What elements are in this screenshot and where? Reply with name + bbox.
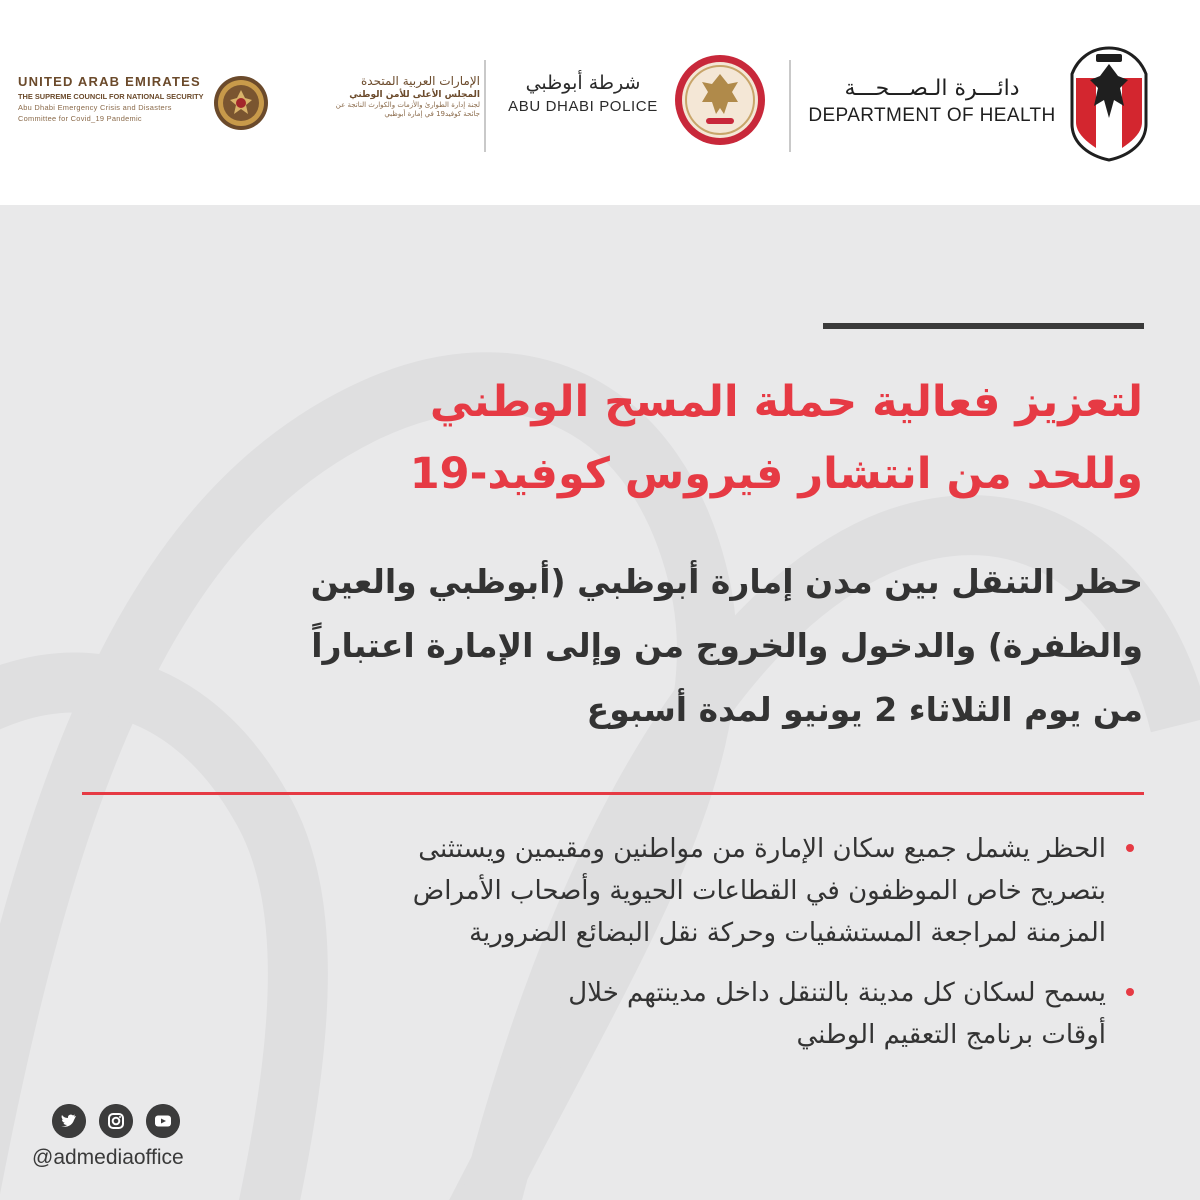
- council-sub-ar: المجلس الأعلى للأمن الوطني: [349, 90, 480, 100]
- announcement-line-1: حظر التنقل بين مدن إمارة أبوظبي (أبوظبي والعين: [310, 562, 1143, 601]
- supreme-council-logo: [18, 74, 488, 134]
- header-divider: [789, 60, 791, 152]
- committee-en-line-1: Abu Dhabi Emergency Crisis and Disasters: [18, 103, 172, 112]
- list-item: [114, 972, 1134, 1056]
- council-name-en: UNITED ARAB EMIRATES: [18, 74, 201, 89]
- headline: [103, 366, 1143, 510]
- list-item-line: المزمنة لمراجعة المستشفيات وحركة نقل البضائع الضرورية: [469, 918, 1106, 948]
- bullet-dot-icon: [1126, 844, 1134, 852]
- council-english-text: [18, 74, 218, 123]
- abu-dhabi-falcon-emblem-icon: [1066, 44, 1152, 162]
- council-name-ar: الإمارات العربية المتحدة: [361, 74, 480, 88]
- list-item-line: أوقات برنامج التعقيم الوطني: [796, 1020, 1106, 1050]
- list-item: [114, 828, 1134, 954]
- department-of-health-logo: [808, 44, 1188, 164]
- twitter-icon[interactable]: [52, 1104, 86, 1138]
- header-bar: [0, 0, 1200, 205]
- council-arabic-text: [280, 74, 480, 118]
- abu-dhabi-police-logo: [502, 52, 774, 148]
- top-accent-rule: [823, 323, 1144, 329]
- police-text: [502, 72, 664, 115]
- social-footer: [32, 1102, 232, 1182]
- main-announcement: [103, 550, 1143, 742]
- uae-supreme-council-seal-icon: [212, 74, 270, 132]
- council-sub-en: THE SUPREME COUNCIL FOR NATIONAL SECURITY: [18, 92, 204, 101]
- header-divider: [484, 60, 486, 152]
- health-text: [808, 76, 1056, 127]
- instagram-icon[interactable]: [99, 1104, 133, 1138]
- announcement-line-2: والظفرة) والدخول والخروج من وإلى الإمارة اعتباراً: [311, 626, 1143, 665]
- committee-ar-line-2: جائحة كوفيد19 في إمارة أبوظبي: [384, 110, 480, 118]
- list-item-line: الحظر يشمل جميع سكان الإمارة من مواطنين ومقيمين ويستثنى: [418, 834, 1106, 864]
- headline-line-1: لتعزيز فعالية حملة المسح الوطني: [429, 377, 1143, 427]
- police-name-ar: شرطة أبوظبي: [525, 72, 641, 94]
- committee-ar-line-1: لجنة إدارة الطوارئ والأزمات والكوارث الناتجة عن: [335, 101, 480, 109]
- abu-dhabi-police-badge-icon: [672, 52, 768, 148]
- health-name-ar: دائـــرة الـصـــحـــة: [844, 76, 1020, 101]
- list-item-line: يسمح لسكان كل مدينة بالتنقل داخل مدينتهم خلال: [568, 978, 1106, 1008]
- list-item-line: بتصريح خاص الموظفون في القطاعات الحيوية وأصحاب الأمراض: [412, 876, 1106, 906]
- youtube-icon[interactable]: [146, 1104, 180, 1138]
- section-divider: [82, 792, 1144, 795]
- social-handle[interactable]: @admediaoffice: [32, 1146, 184, 1169]
- committee-en-line-2: Committee for Covid_19 Pandemic: [18, 114, 142, 123]
- health-name-en: DEPARTMENT OF HEALTH: [808, 105, 1056, 126]
- bullet-dot-icon: [1126, 988, 1134, 996]
- announcement-line-3: من يوم الثلاثاء 2 يونيو لمدة أسبوع: [586, 690, 1143, 729]
- police-name-en: ABU DHABI POLICE: [508, 98, 658, 115]
- details-list: [114, 828, 1134, 1074]
- headline-line-2: وللحد من انتشار فيروس كوفيد-19: [409, 449, 1143, 499]
